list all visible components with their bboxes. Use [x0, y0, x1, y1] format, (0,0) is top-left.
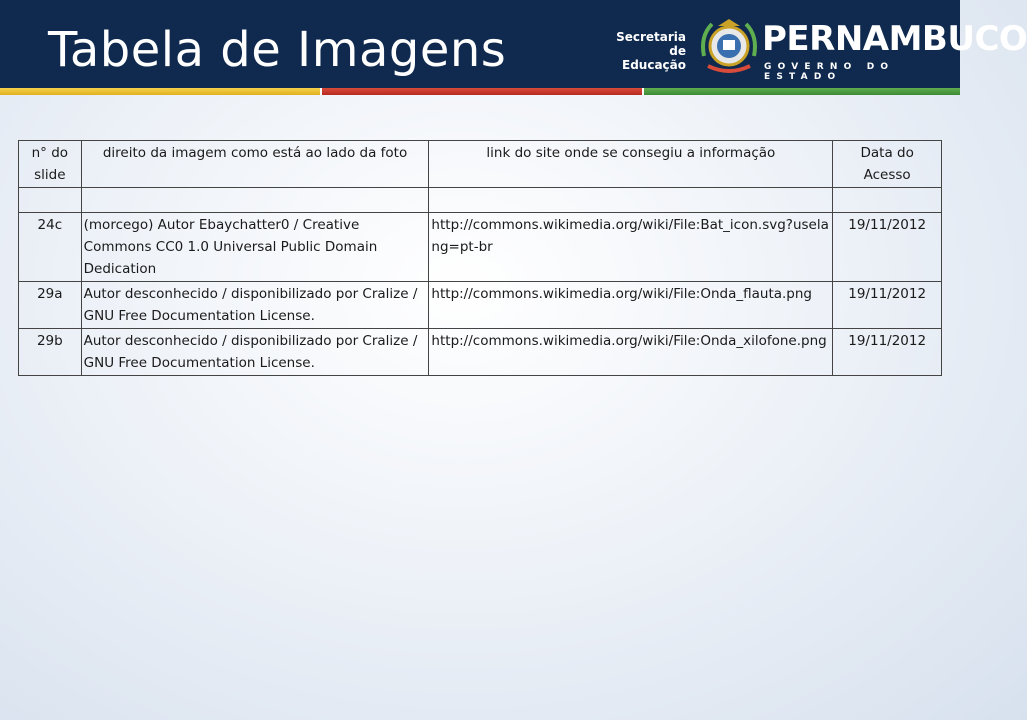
- secretaria-line1: Secretaria de: [616, 30, 686, 58]
- cell-rights: Autor desconhecido / disponibilizado por Cralize / GNU Free Documentation License.: [81, 282, 429, 329]
- cell-link: http://commons.wikimedia.org/wiki/File:Onda_xilofone.png: [429, 329, 833, 376]
- cell-rights: (morcego) Autor Ebaychatter0 / Creative Commons CC0 1.0 Universal Public Domain Dedication: [81, 213, 429, 282]
- cell-link: http://commons.wikimedia.org/wiki/File:Bat_icon.svg?uselang=pt-br: [429, 213, 833, 282]
- cell-link: http://commons.wikimedia.org/wiki/File:Onda_flauta.png: [429, 282, 833, 329]
- cell-slide: 24c: [19, 213, 82, 282]
- table-row-empty: [19, 188, 942, 213]
- table-row: [19, 213, 942, 282]
- table-header-row: [19, 141, 942, 188]
- header-slide-number: n° do slide: [19, 141, 82, 188]
- page-title: Tabela de Imagens: [48, 22, 507, 78]
- images-table: [18, 140, 942, 376]
- header-image-rights: direito da imagem como está ao lado da foto: [81, 141, 429, 188]
- cell-date: 19/11/2012: [833, 329, 942, 376]
- cell-slide: 29a: [19, 282, 82, 329]
- coat-of-arms-icon: [698, 16, 760, 78]
- cell-slide: 29b: [19, 329, 82, 376]
- header-access-date: Data do Acesso: [833, 141, 942, 188]
- table-row: [19, 282, 942, 329]
- slide-header: [0, 0, 1027, 88]
- secretaria-label: [606, 30, 686, 72]
- cell-rights: Autor desconhecido / disponibilizado por Cralize / GNU Free Documentation License.: [81, 329, 429, 376]
- header-source-link: link do site onde se consegiu a informação: [429, 141, 833, 188]
- table-row: [19, 329, 942, 376]
- secretaria-line2: Educação: [622, 58, 686, 72]
- cell-date: 19/11/2012: [833, 213, 942, 282]
- brand-subtitle: GOVERNO DO ESTADO: [764, 62, 895, 82]
- color-stripe: [0, 88, 960, 95]
- brand-name: PERNAMBUCO: [762, 19, 1027, 59]
- cell-date: 19/11/2012: [833, 282, 942, 329]
